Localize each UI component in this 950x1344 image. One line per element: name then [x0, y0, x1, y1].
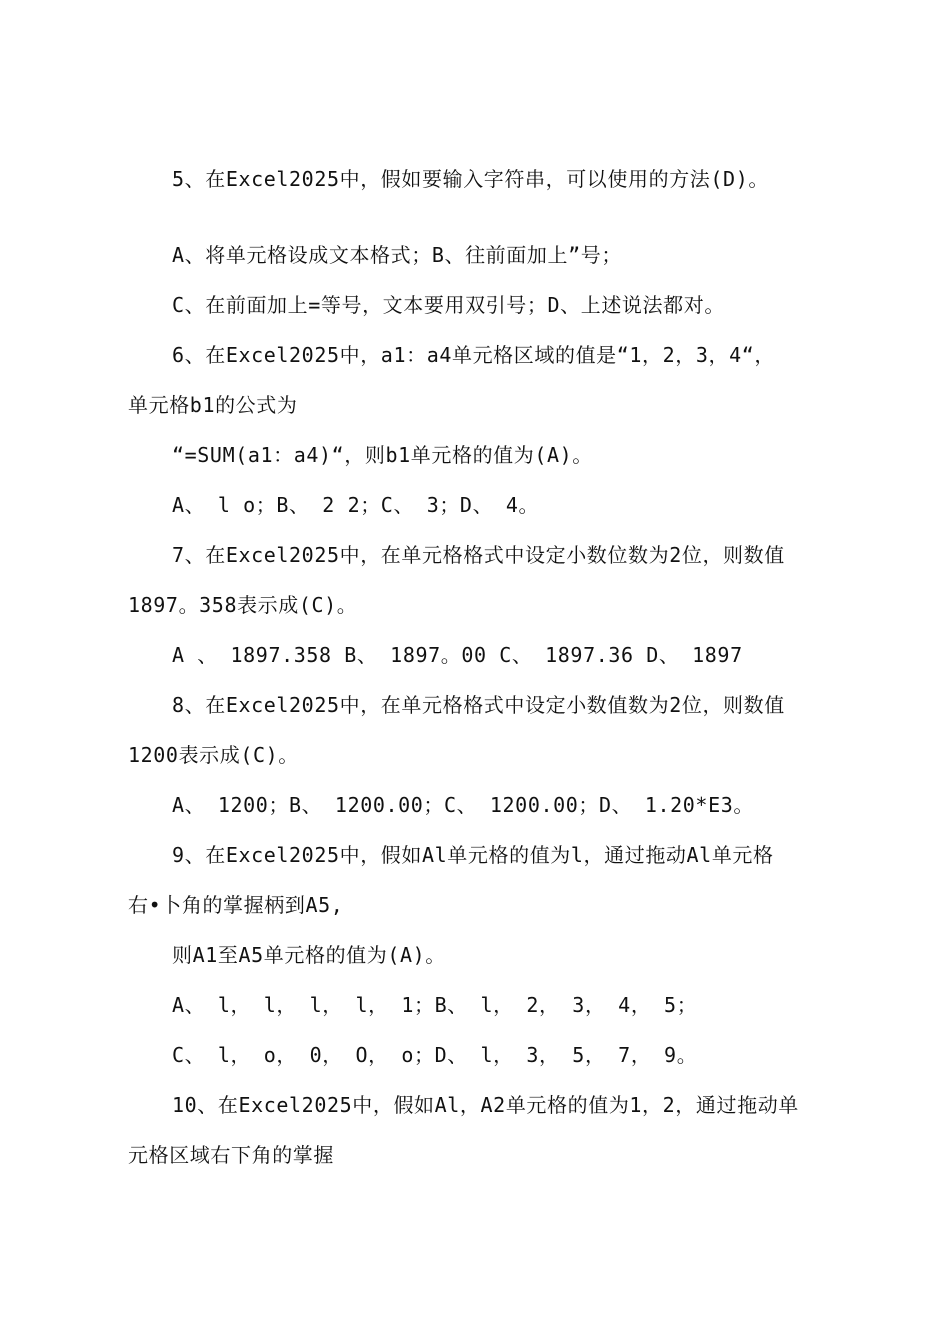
question-9-options-line-2: C、 l， o， 0， O， o；D、 l， 3， 5， 7， 9。 — [172, 1043, 698, 1067]
question-8-text: 8、在Excel2025中，在单元格格式中设定小数值数为2位，则数值 — [172, 693, 785, 717]
question-10-text: 10、在Excel2025中，假如Al，A2单元格的值为1，2，通过拖动单 — [172, 1093, 799, 1117]
question-7-options: A 、 1897.358 B、 1897。00 C、 1897.36 D、 1897 — [172, 643, 743, 667]
question-5-options-line-2: C、在前面加上=等号，文本要用双引号；D、上述说法都对。 — [172, 293, 725, 317]
question-8-text-continued: 1200表示成(C)。 — [128, 743, 299, 767]
question-9-options-line-1: A、 l， l， l， l， 1；B、 l， 2， 3， 4， 5； — [172, 993, 698, 1017]
question-9-text-continued: 右•卜角的掌握柄到A5, — [128, 893, 344, 917]
question-9-text: 9、在Excel2025中，假如Al单元格的值为l，通过拖动Al单元格 — [172, 843, 774, 867]
question-7-text-continued: 1897。358表示成(C)。 — [128, 593, 358, 617]
question-6-options: A、 l o；B、 2 2；C、 3；D、 4。 — [172, 493, 540, 517]
question-8-options: A、 1200；B、 1200.00；C、 1200.00；D、 1.20*E3。 — [172, 793, 754, 817]
question-9-text-continued-2: 则A1至A5单元格的值为(A)。 — [172, 943, 446, 967]
question-5-options-line-1: A、将单元格设成文本格式；B、往前面加上”号； — [172, 243, 622, 267]
question-7-text: 7、在Excel2025中，在单元格格式中设定小数位数为2位，则数值 — [172, 543, 785, 567]
question-6-formula: “=SUM(a1：a4)“，则b1单元格的值为(A)。 — [172, 443, 593, 467]
question-5-text: 5、在Excel2025中，假如要输入字符串，可以使用的方法(D)。 — [172, 167, 769, 191]
question-6-text: 6、在Excel2025中，a1：a4单元格区域的值是“1，2，3，4“， — [172, 343, 776, 367]
question-10-text-continued: 元格区域右下角的掌握 — [128, 1143, 334, 1167]
question-6-text-continued: 单元格b1的公式为 — [128, 393, 298, 417]
